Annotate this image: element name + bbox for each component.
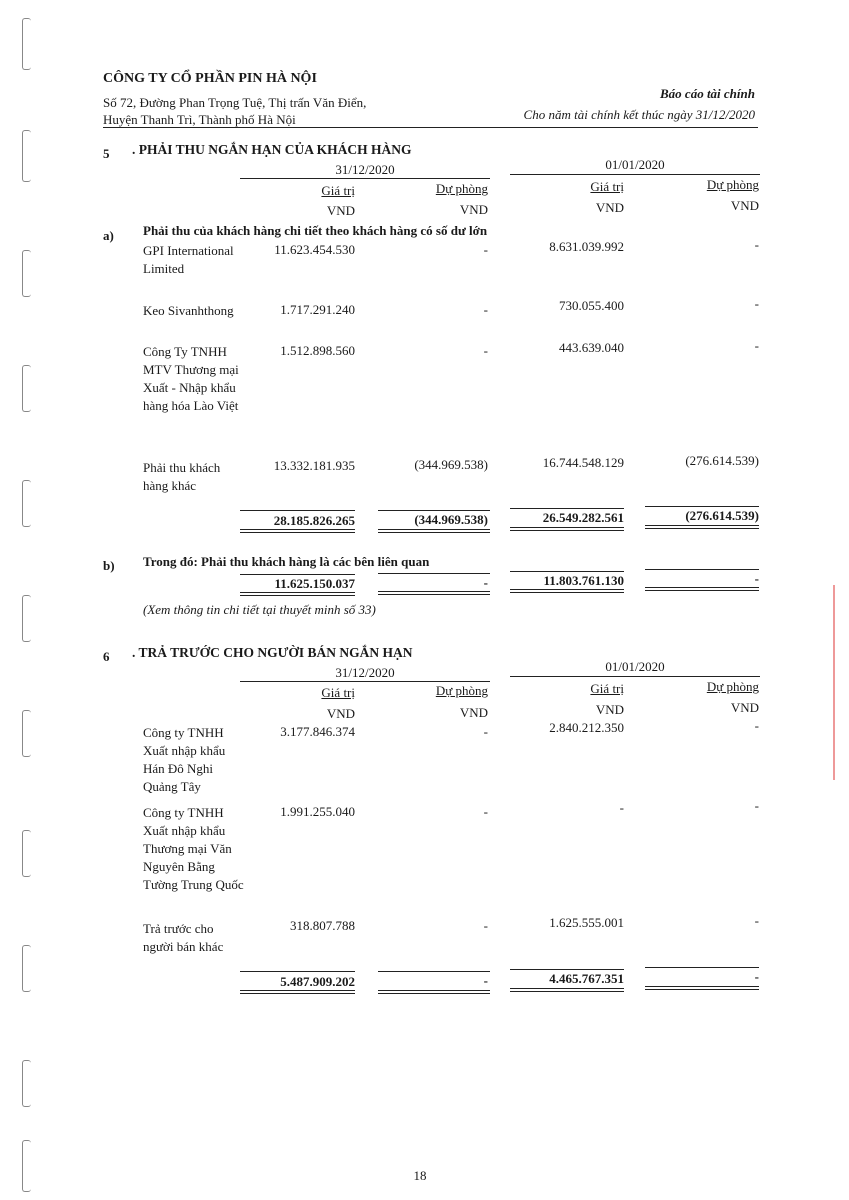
row-name: GPI International Limited <box>143 243 234 276</box>
s5-total-top-rule-2 <box>378 510 490 511</box>
s6-total-top-rule-1 <box>240 971 355 972</box>
s5-period-1: 31/12/2020 <box>335 162 395 177</box>
s6-total-top-rule-2 <box>378 971 490 972</box>
s6-unit-2: VND <box>459 705 488 720</box>
row-provision-2: - <box>754 718 759 733</box>
s5-b-provision-1: - <box>483 575 488 590</box>
header-rule <box>103 127 758 128</box>
s5-total-provision-2: (276.614.539) <box>685 508 759 523</box>
row-provision-2: - <box>754 338 759 353</box>
s6-total-value-1: 5.487.909.202 <box>280 974 355 989</box>
row-provision-2: - <box>754 913 759 928</box>
report-period: Cho năm tài chính kết thúc ngày 31/12/2020 <box>523 107 755 122</box>
page-number: 18 <box>413 1168 427 1183</box>
s5-total-top-rule-4 <box>645 506 759 507</box>
row-value-2: 443.639.040 <box>559 340 624 355</box>
s5-note: (Xem thông tin chi tiết tại thuyết minh số 33) <box>143 602 376 617</box>
s5-a-title: Phải thu của khách hàng chi tiết theo khách hàng có số dư lớn <box>143 223 488 238</box>
row-provision-2: - <box>754 798 759 813</box>
row-provision-1: - <box>483 302 488 317</box>
s6-total-double-rule-3 <box>510 988 624 992</box>
row-value-1: 13.332.181.935 <box>273 458 355 473</box>
s5-period-1-rule <box>240 178 490 179</box>
s5-b-double-rule-3 <box>510 589 624 593</box>
row-value-2: 8.631.039.992 <box>549 239 624 254</box>
row-name: Công ty TNHH Xuất nhập khẩu Thương mại Văn Nguyên Bằng Tường Trung Quốc <box>143 805 244 892</box>
row-provision-1: - <box>483 343 488 358</box>
row-name: Keo Sivanhthong <box>143 303 234 318</box>
section-5-title: . PHẢI THU NGẮN HẠN CỦA KHÁCH HÀNG <box>132 142 412 157</box>
s6-period-1: 31/12/2020 <box>335 665 395 680</box>
company-name: CÔNG TY CỔ PHẦN PIN HÀ NỘI <box>103 71 317 86</box>
s5-b-value-2: 11.803.761.130 <box>543 573 624 588</box>
stamp-edge <box>833 585 849 780</box>
s6-unit-3: VND <box>595 702 624 717</box>
row-value-1: 1.512.898.560 <box>280 343 355 358</box>
s5-b-label: b) <box>103 558 115 573</box>
s5-b-top-rule-2 <box>378 573 490 574</box>
s6-period-2: 01/01/2020 <box>605 659 665 674</box>
company-address-2: Huyện Thanh Trì, Thành phố Hà Nội <box>103 112 296 127</box>
row-provision-2: (276.614.539) <box>685 453 759 468</box>
row-name: Công Ty TNHH MTV Thương mại Xuất - Nhập khẩu hàng hóa Lào Việt <box>143 344 239 413</box>
row-provision-2: - <box>754 296 759 311</box>
row-value-1: 318.807.788 <box>290 918 355 933</box>
row-value-1: 1.991.255.040 <box>280 804 355 819</box>
row-provision-1: - <box>483 918 488 933</box>
row-name: Phải thu khách hàng khác <box>143 460 221 493</box>
s6-period-1-rule <box>240 681 490 682</box>
report-title: Báo cáo tài chính <box>660 86 755 101</box>
s5-unit-3: VND <box>595 200 624 215</box>
s5-col-value-2: Giá trị <box>590 179 624 194</box>
s6-col-value-1: Giá trị <box>321 685 355 700</box>
section-5-number: 5 <box>103 146 110 161</box>
s5-unit-4: VND <box>730 198 759 213</box>
s6-total-value-2: 4.465.767.351 <box>549 971 624 986</box>
row-value-2: 16.744.548.129 <box>542 455 624 470</box>
s6-col-provision-2: Dự phòng <box>706 679 759 694</box>
s5-total-top-rule-1 <box>240 510 355 511</box>
s6-col-provision-1: Dự phòng <box>435 683 488 698</box>
s6-unit-1: VND <box>326 706 355 721</box>
s5-unit-2: VND <box>459 202 488 217</box>
row-provision-2: - <box>754 237 759 252</box>
row-value-2: 730.055.400 <box>559 298 624 313</box>
s5-col-value-1: Giá trị <box>321 183 355 198</box>
s5-total-top-rule-3 <box>510 508 624 509</box>
s6-total-double-rule-2 <box>378 990 490 994</box>
row-value-2: - <box>619 800 624 815</box>
s5-total-double-rule-2 <box>378 529 490 533</box>
s6-total-double-rule-4 <box>645 986 759 990</box>
s5-b-provision-2: - <box>754 571 759 586</box>
company-address-1: Số 72, Đường Phan Trọng Tuệ, Thị trấn Văn Điển, <box>103 95 367 110</box>
s5-unit-1: VND <box>326 203 355 218</box>
s5-col-provision-1: Dự phòng <box>435 181 488 196</box>
s6-total-top-rule-3 <box>510 969 624 970</box>
row-provision-1: (344.969.538) <box>414 457 488 472</box>
section-6-title: . TRẢ TRƯỚC CHO NGƯỜI BÁN NGẮN HẠN <box>132 645 413 660</box>
row-value-1: 11.623.454.530 <box>274 242 355 257</box>
s5-total-double-rule-3 <box>510 527 624 531</box>
s5-b-top-rule-4 <box>645 569 759 570</box>
s5-total-double-rule-1 <box>240 529 355 533</box>
s5-b-top-rule-1 <box>240 574 355 575</box>
s5-period-2: 01/01/2020 <box>605 157 665 172</box>
row-provision-1: - <box>483 242 488 257</box>
s5-total-provision-1: (344.969.538) <box>414 512 488 527</box>
s5-col-provision-2: Dự phòng <box>706 177 759 192</box>
s5-b-top-rule-3 <box>510 571 624 572</box>
row-name: Công ty TNHH Xuất nhập khẩu Hán Đô Nghi Quảng Tây <box>143 725 226 794</box>
row-value-2: 1.625.555.001 <box>549 915 624 930</box>
section-6-number: 6 <box>103 649 110 664</box>
s5-total-double-rule-4 <box>645 525 759 529</box>
s5-b-double-rule-1 <box>240 592 355 596</box>
s5-total-value-2: 26.549.282.561 <box>542 510 624 525</box>
row-name: Trả trước cho người bán khác <box>143 921 224 954</box>
s6-period-2-rule <box>510 676 760 677</box>
s5-b-title: Trong đó: Phải thu khách hàng là các bên liên quan <box>143 554 430 569</box>
s5-total-value-1: 28.185.826.265 <box>273 513 355 528</box>
s5-a-label: a) <box>103 228 114 243</box>
row-provision-1: - <box>483 724 488 739</box>
s5-period-2-rule <box>510 174 760 175</box>
row-provision-1: - <box>483 804 488 819</box>
s6-unit-4: VND <box>730 700 759 715</box>
s5-b-value-1: 11.625.150.037 <box>274 576 355 591</box>
s5-b-double-rule-4 <box>645 587 759 591</box>
s6-total-provision-1: - <box>483 973 488 988</box>
row-value-2: 2.840.212.350 <box>549 720 624 735</box>
s5-b-double-rule-2 <box>378 591 490 595</box>
row-value-1: 3.177.846.374 <box>280 724 355 739</box>
s6-total-provision-2: - <box>754 969 759 984</box>
s6-total-top-rule-4 <box>645 967 759 968</box>
row-value-1: 1.717.291.240 <box>280 302 355 317</box>
s6-col-value-2: Giá trị <box>590 681 624 696</box>
s6-total-double-rule-1 <box>240 990 355 994</box>
